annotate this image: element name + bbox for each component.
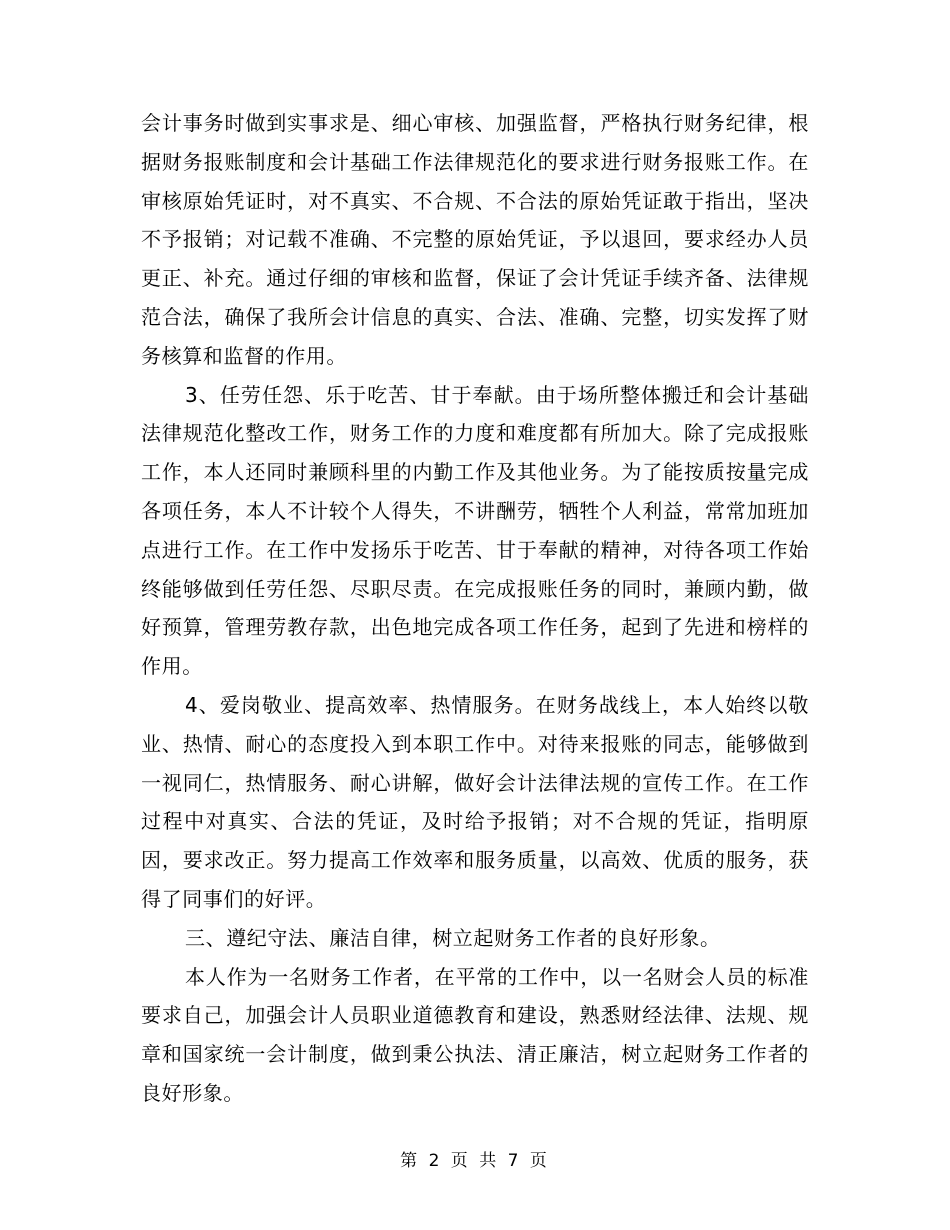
paragraph-continued: 会计事务时做到实事求是、细心审核、加强监督，严格执行财务纪律，根据财务报账制度和会计基础工作法律规范化的要求进行财务报账工作。在审核原始凭证时，对不真实、不合规、不合法的原始凭证敢于指出，坚决不予报销；对记载不准确、不完整的原始凭证，予以退回，要求经办人员更正、补充。通过仔细的审核和监督，保证了会计凭证手续齐备、法律规范合法，确保了我所会计信息的真实、合法、准确、完整，切实发挥了财务核算和监督的作用。 (141, 111, 809, 368)
paragraph-item-3: 3、任劳任怨、乐于吃苦、甘于奉献。由于场所整体搬迁和会计基础法律规范化整改工作，财务工作的力度和难度都有所加大。除了完成报账工作，本人还同时兼顾科里的内勤工作及其他业务。为了能按质按量完成各项任务，本人不计较个人得失，不讲酬劳，牺牲个人利益，常常加班加点进行工作。在工作中发扬乐于吃苦、甘于奉献的精神，对待各项工作始终能够做到任劳任怨、尽职尽责。在完成报账任务的同时，兼顾内勤，做好预算，管理劳教存款，出色地完成各项工作任务，起到了先进和榜样的作用。 (141, 382, 809, 679)
page-number-footer: 第 2 页 共 7 页 (400, 1151, 550, 1171)
section-heading-3: 三、遵纪守法、廉洁自律，树立起财务工作者的良好形象。 (185, 925, 721, 950)
paragraph-item-4: 4、爱岗敬业、提高效率、热情服务。在财务战线上，本人始终以敬业、热情、耐心的态度投入到本职工作中。对待来报账的同志，能够做到一视同仁，热情服务、耐心讲解，做好会计法律法规的宣传工作。在工作过程中对真实、合法的凭证，及时给予报销；对不合规的凭证，指明原因，要求改正。努力提高工作效率和服务质量，以高效、优质的服务，获得了同事们的好评。 (141, 692, 809, 911)
body-text (141, 104, 809, 1113)
paragraph-section-3-body: 本人作为一名财务工作者，在平常的工作中，以一名财会人员的标准要求自己，加强会计人员职业道德教育和建设，熟悉财经法律、法规、规章和国家统一会计制度，做到秉公执法、清正廉洁，树立起财务工作者的良好形象。 (141, 964, 809, 1105)
